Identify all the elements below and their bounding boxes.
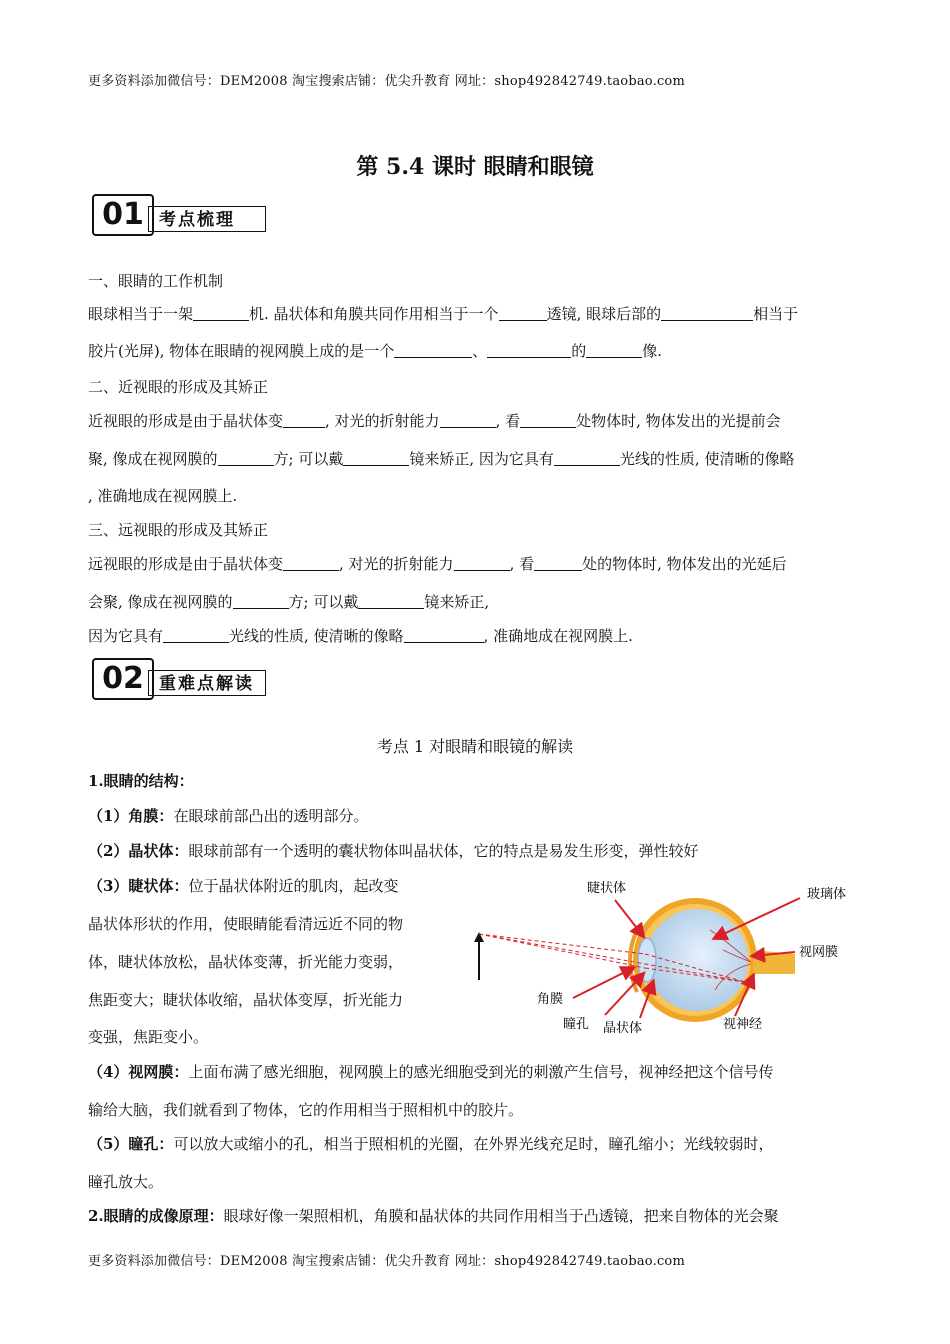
badge-label: 考点梳理 [148, 206, 266, 232]
paragraph-line: , 准确地成在视网膜上. [88, 487, 238, 505]
section-heading: 二、近视眼的形成及其矫正 [88, 378, 269, 396]
item-imaging: 2.眼睛的成像原理：眼球好像一架照相机，角膜和晶状体的共同作用相当于凸透镜，把来自物体的光会聚 [88, 1207, 779, 1225]
label-pupil: 瞳孔 [563, 1017, 590, 1032]
section-heading: 三、远视眼的形成及其矫正 [88, 521, 269, 539]
paragraph-line: 变强，焦距变小。 [88, 1028, 209, 1046]
item-ciliary: （3）睫状体：位于晶状体附近的肌肉，起改变 [88, 877, 399, 895]
item-lens: （2）晶状体：眼球前部有一个透明的囊状物体叫晶状体，它的特点是易发生形变，弹性较好 [88, 842, 699, 860]
item-cornea: （1）角膜：在眼球前部凸出的透明部分。 [88, 807, 369, 825]
paragraph-line: 远视眼的形成是由于晶状体变 , 对光的折射能力 , 看 处的物体时, 物体发出的光延后 [88, 555, 787, 573]
badge-label: 重难点解读 [148, 670, 266, 696]
paragraph-line: 焦距变大；睫状体收缩，晶状体变厚，折光能力 [88, 991, 404, 1009]
paragraph-line: 体，睫状体放松，晶状体变薄，折光能力变弱， [88, 953, 404, 971]
paragraph-line: 因为它具有 光线的性质, 使清晰的像略 , 准确地成在视网膜上. [88, 627, 633, 645]
label-lens: 晶状体 [603, 1021, 643, 1036]
label-optic-nerve: 视神经 [723, 1017, 763, 1032]
label-ciliary: 睫状体 [587, 881, 627, 896]
paragraph-line: 近视眼的形成是由于晶状体变 , 对光的折射能力 , 看 处物体时, 物体发出的光提前会 [88, 412, 781, 430]
paragraph-line: 晶状体形状的作用，使眼睛能看清远近不同的物 [88, 915, 404, 933]
paragraph-line: 输给大脑，我们就看到了物体，它的作用相当于照相机中的胶片。 [88, 1101, 524, 1119]
badge-number: 01 [92, 194, 154, 236]
paragraph-line: 瞳孔放大。 [88, 1173, 164, 1191]
subsection-title: 考点 1 对眼睛和眼镜的解读 [376, 737, 574, 756]
label-cornea: 角膜 [537, 992, 564, 1007]
label-retina: 视网膜 [799, 945, 839, 960]
item-heading: 1.眼睛的结构： [88, 772, 194, 790]
paragraph-line: 聚, 像成在视网膜的 方; 可以戴 镜来矫正, 因为它具有 光线的性质, 使清晰的像略 [88, 450, 795, 468]
page-footer: 更多资料添加微信号：DEM2008 淘宝搜索店铺：优尖升教育 网址：shop492842749.taobao.com [88, 1254, 685, 1269]
eye-diagram [465, 870, 865, 1040]
paragraph-line: 胶片(光屏), 物体在眼睛的视网膜上成的是一个 、 的 像. [88, 342, 663, 360]
page-header: 更多资料添加微信号：DEM2008 淘宝搜索店铺：优尖升教育 网址：shop492842749.taobao.com [88, 74, 685, 89]
paragraph-line: 会聚, 像成在视网膜的 方; 可以戴 镜来矫正, [88, 593, 490, 611]
item-retina: （4）视网膜：上面布满了感光细胞，视网膜上的感光细胞受到光的刺激产生信号，视神经把这个信号传 [88, 1063, 774, 1081]
label-vitreous: 玻璃体 [807, 887, 847, 902]
section-heading: 一、眼睛的工作机制 [88, 272, 224, 290]
badge-number: 02 [92, 658, 154, 700]
vitreous-body [646, 909, 748, 1011]
paragraph-line: 眼球相当于一架 机. 晶状体和角膜共同作用相当于一个 透镜, 眼球后部的 相当于 [88, 305, 799, 323]
page-title: 第 5.4 课时 眼睛和眼镜 [356, 154, 594, 180]
item-pupil: （5）瞳孔：可以放大或缩小的孔，相当于照相机的光圈，在外界光线充足时，瞳孔缩小；光线较弱时， [88, 1135, 774, 1153]
